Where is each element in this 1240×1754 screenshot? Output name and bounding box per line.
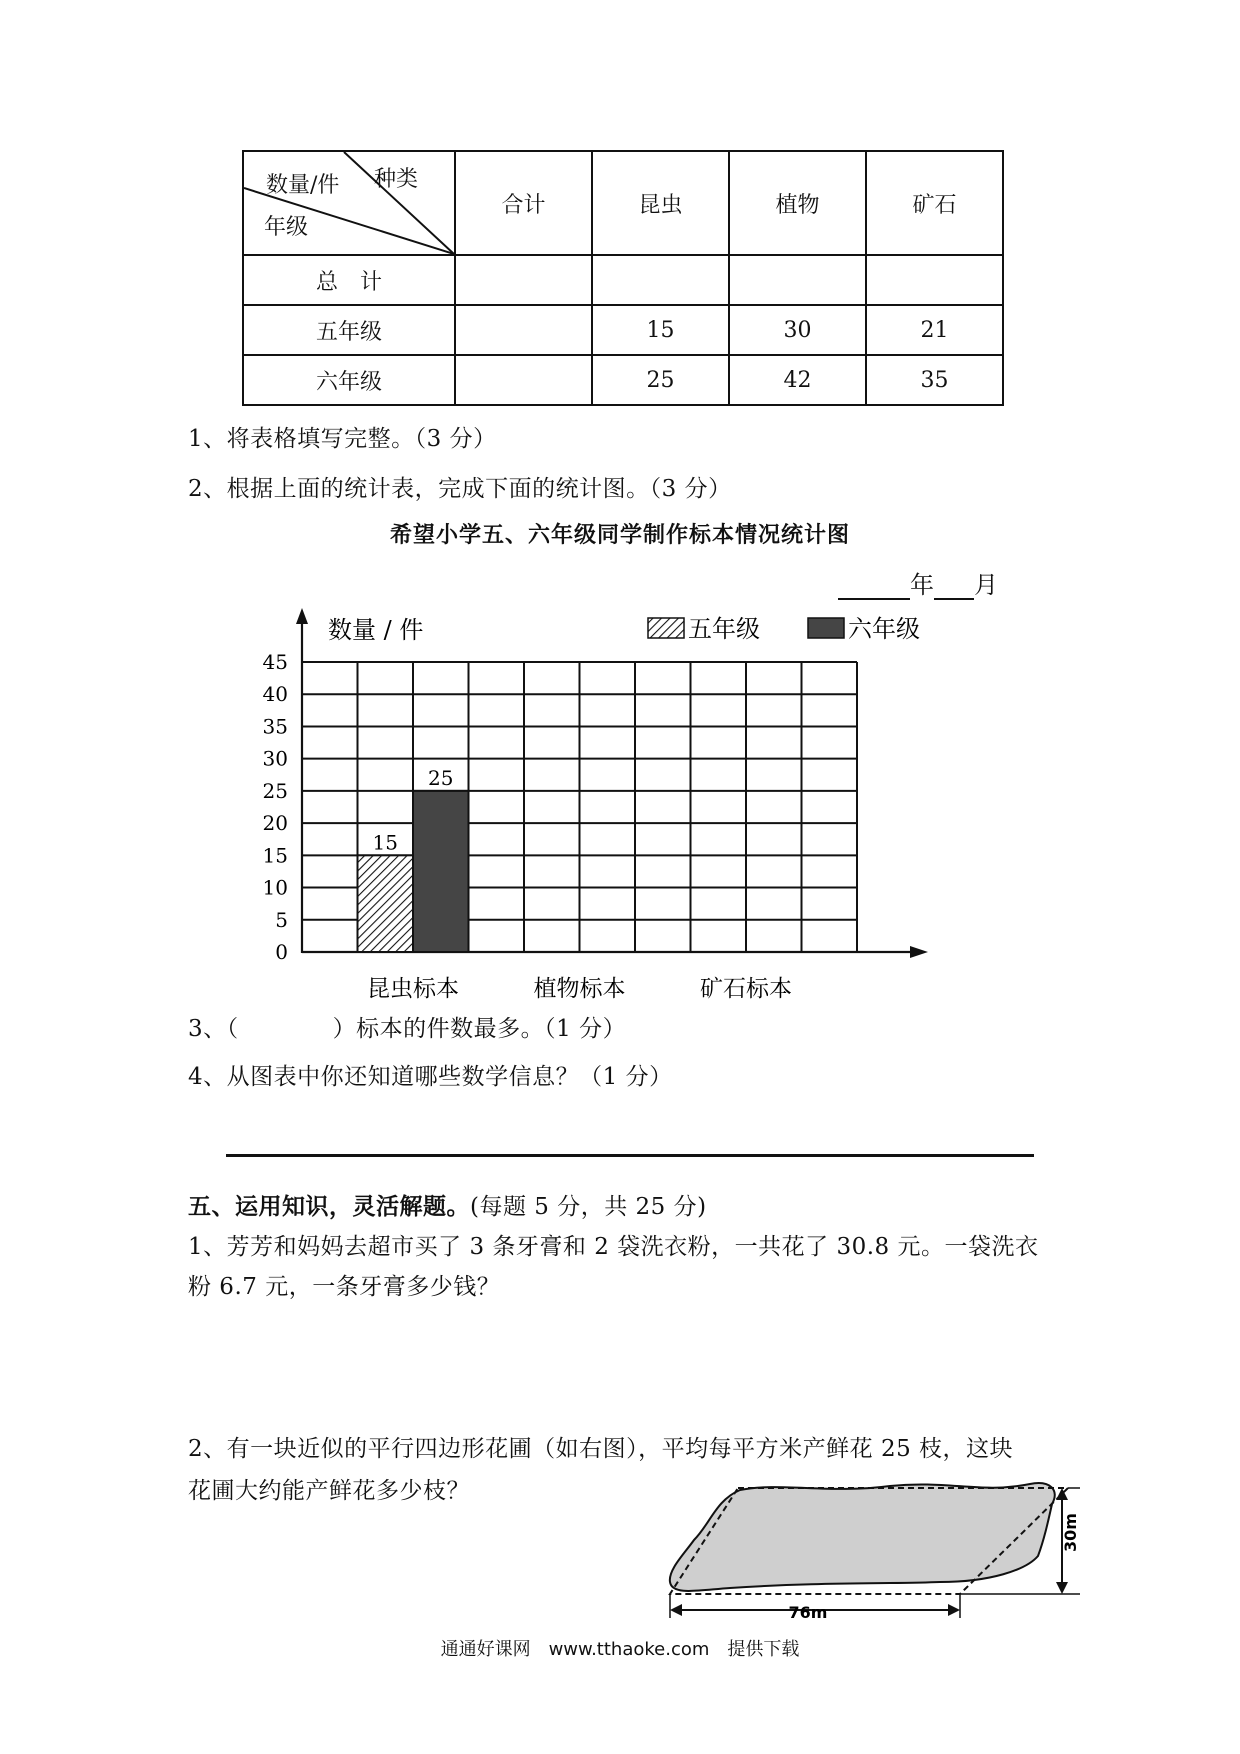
section-5-title: 五、运用知识，灵活解题。 (188, 1193, 470, 1220)
legend-label: 六年级 (848, 615, 920, 643)
chart-svg (0, 600, 1240, 1020)
y-tick-label: 35 (262, 714, 288, 739)
diagonal-header-cell (243, 151, 455, 255)
table-row (243, 305, 1003, 355)
chart-bars (358, 766, 469, 952)
y-tick-label: 45 (262, 650, 288, 674)
question-4: 4、从图表中你还知道哪些数学信息？（1 分） (188, 1064, 673, 1090)
problem-1-line-2: 粉 6.7 元，一条牙膏多少钱？ (188, 1274, 501, 1300)
row-label: 六年级 (243, 355, 455, 405)
answer-line[interactable] (226, 1154, 1034, 1157)
problem-1-line-1: 1、芳芳和妈妈去超市买了 3 条牙膏和 2 袋洗衣粉，一共花了 30.8 元。一袋洗衣 (188, 1234, 1039, 1260)
table-header-row (243, 151, 1003, 255)
problem-2-line-2: 花圃大约能产鲜花多少枝？ (188, 1478, 470, 1504)
problem-2-line-1: 2、有一块近似的平行四边形花圃（如右图），平均每平方米产鲜花 25 枝，这块 (188, 1436, 1014, 1462)
bar-grade5 (358, 855, 414, 952)
col-header-mineral: 矿石 (866, 151, 1003, 255)
month-blank[interactable] (934, 576, 974, 600)
year-blank[interactable] (838, 576, 910, 600)
question-2: 2、根据上面的统计表，完成下面的统计图。（3 分） (188, 476, 732, 502)
table-row (243, 255, 1003, 305)
month-label: 月 (974, 571, 998, 599)
col-header-insect: 昆虫 (592, 151, 729, 255)
bar-grade6 (413, 791, 469, 952)
x-category-label: 植物标本 (533, 976, 626, 1002)
col-header-total: 合计 (455, 151, 592, 255)
page-footer: 通通好课网 www.tthaoke.com 提供下载 (440, 1639, 800, 1660)
legend-label: 五年级 (688, 615, 760, 643)
section-5-score: (每题 5 分，共 25 分) (470, 1194, 707, 1220)
y-tick-label: 25 (262, 778, 288, 803)
table-cell (866, 255, 1003, 305)
row-label: 五年级 (243, 305, 455, 355)
y-tick-labels (263, 650, 288, 964)
x-category-label: 矿石标本 (700, 976, 792, 1002)
diag-label-grade: 年级 (264, 215, 309, 240)
x-axis-arrow (910, 946, 928, 958)
y-tick-label: 15 (262, 843, 288, 868)
y-tick-label: 20 (262, 811, 288, 836)
legend-swatch-grade6 (808, 618, 844, 638)
diag-label-quantity: 数量/件 (266, 173, 340, 198)
y-tick-label: 10 (262, 875, 288, 900)
table-cell (455, 355, 592, 405)
col-header-plant: 植物 (729, 151, 866, 255)
table-cell: 21 (866, 305, 1003, 355)
table-cell: 25 (592, 355, 729, 405)
table-cell (455, 255, 592, 305)
y-axis-arrow (296, 608, 308, 624)
y-tick-label: 40 (262, 682, 288, 707)
section-5-heading (188, 1188, 707, 1221)
y-tick-label: 5 (275, 907, 288, 932)
table-row (243, 355, 1003, 405)
table-cell: 15 (592, 305, 729, 355)
table-cell: 35 (866, 355, 1003, 405)
x-category-label: 昆虫标本 (367, 976, 459, 1002)
table-cell (455, 305, 592, 355)
y-tick-label: 0 (275, 940, 288, 964)
garden-figure (660, 1470, 1080, 1620)
table-cell (729, 255, 866, 305)
bar-data-label: 15 (372, 830, 398, 855)
question-1: 1、将表格填写完整。（3 分） (188, 426, 497, 452)
chart-title: 希望小学五、六年级同学制作标本情况统计图 (389, 522, 850, 548)
height-label: 30m (1061, 1513, 1080, 1552)
bar-data-label: 25 (428, 765, 454, 790)
diag-label-category: 种类 (374, 167, 419, 192)
legend-swatch-grade5 (648, 618, 684, 638)
x-category-labels (367, 976, 792, 1002)
question-3: 3、（ ）标本的件数最多。（1 分） (188, 1016, 627, 1042)
year-label: 年 (910, 571, 934, 599)
row-label: 总 计 (243, 255, 455, 305)
table-cell: 42 (729, 355, 866, 405)
y-axis-label: 数量 / 件 (328, 616, 424, 644)
base-label: 76m (788, 1603, 828, 1620)
garden-shape (670, 1483, 1055, 1591)
date-fill-line (838, 565, 998, 600)
statistics-table (242, 150, 1004, 406)
y-tick-label: 30 (262, 746, 288, 771)
chart-legend (648, 615, 920, 643)
table-cell: 30 (729, 305, 866, 355)
table-cell (592, 255, 729, 305)
bar-chart (0, 600, 1240, 1024)
